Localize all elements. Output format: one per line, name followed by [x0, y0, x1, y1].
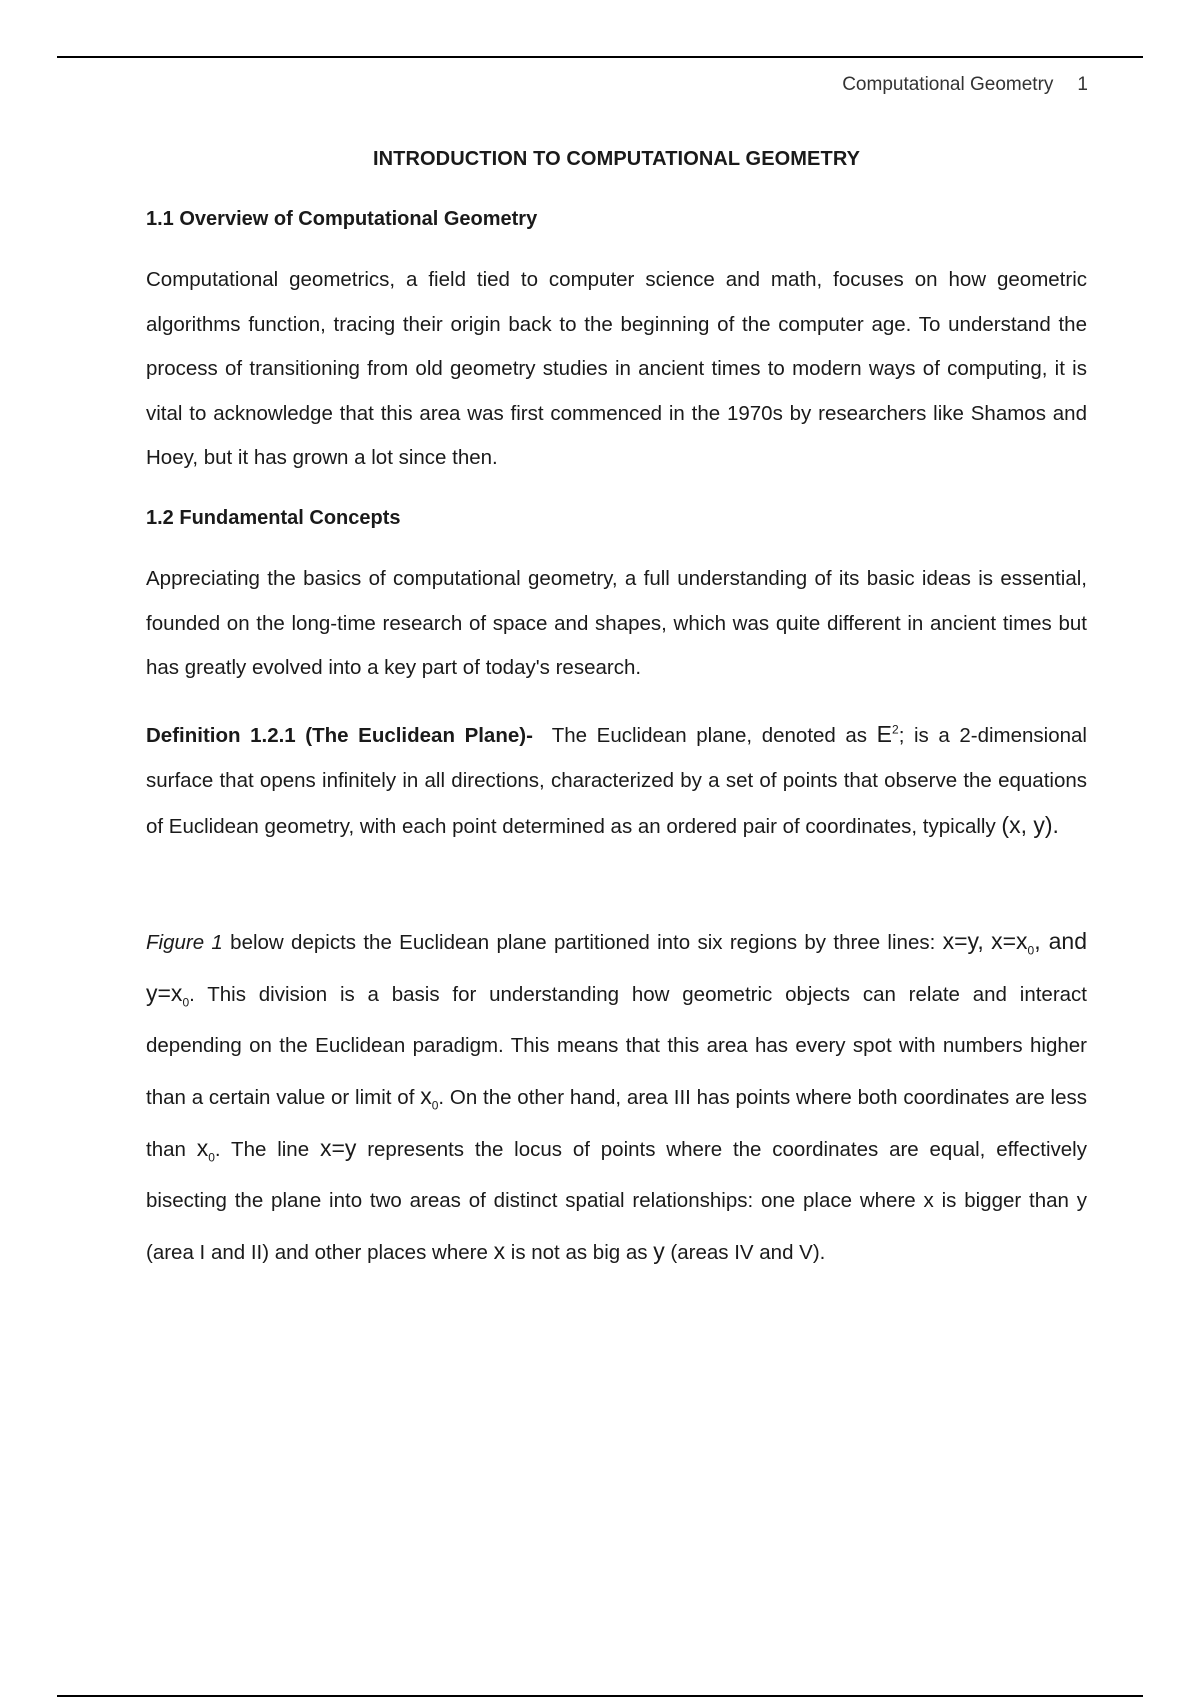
running-title: Computational Geometry — [842, 74, 1054, 95]
header-rule — [57, 56, 1143, 58]
equation-y-eq-x0-sub: 0 — [182, 995, 190, 1010]
document-title: INTRODUCTION TO COMPUTATIONAL GEOMETRY — [372, 148, 861, 170]
coordinate-pair: (x, y). — [1001, 812, 1059, 838]
figure-text-6: is not as big as — [505, 1241, 654, 1264]
euclidean-symbol — [877, 721, 899, 747]
limit-x0-b-sub: 0 — [208, 1150, 215, 1165]
figure-paragraph — [146, 916, 1087, 1278]
figure-text-5: represents the locus of points where the coordinates are equal, effectively bisecting the plane into two areas of distinct spatial relationships: one place where x is bigger than y (area I and II) and other places where — [146, 1138, 1087, 1264]
section-heading-1-2: 1.2 Fundamental Concepts — [146, 507, 401, 529]
limit-x0-a — [420, 1083, 439, 1113]
symbol-base: E — [876, 721, 892, 747]
figure-reference: Figure 1 — [146, 931, 223, 954]
limit-x0-b-base: x — [196, 1135, 209, 1161]
symbol-superscript: 2 — [892, 722, 899, 737]
equation-x-eq-y: x=y, — [942, 928, 984, 954]
definition-text-b: ; is a 2-dimensional surface that opens infinitely in all directions, characterized by a set of points that observe the equations of Euclidean geometry, with each point determined as an ordered pair of coordinates, typically — [146, 724, 1087, 838]
equation-y-eq-x0-base: y=x — [146, 980, 183, 1006]
definition-label: Definition 1.2.1 (The Euclidean Plane)- — [146, 724, 533, 747]
and-word: , and — [1034, 928, 1087, 954]
section-1-1-paragraph: Computational geometrics, a field tied to computer science and math, focuses on how geometric algorithms function, tracing their origin back to the beginning of the computer age. To understand the process of transitioning from old geometry studies in ancient times to modern ways of computing, it is vital to acknowledge that this area was first commenced in the 1970s by researchers like Shamos and Hoey, but it has grown a lot since then. — [146, 268, 1087, 469]
limit-x0-a-base: x — [420, 1083, 432, 1109]
section-heading-1-1: 1.1 Overview of Computational Geometry — [146, 208, 538, 230]
definition-paragraph — [146, 712, 1087, 850]
figure-text-4: . The line — [214, 1138, 320, 1161]
equation-y-eq-x0 — [146, 980, 190, 1010]
limit-x0-b — [196, 1135, 215, 1165]
equation-x-eq-x0 — [991, 928, 1035, 958]
equation-x-eq-x0-sub: 0 — [1027, 943, 1035, 958]
figure-text-3: . On the other hand, area III has points where both coordinates are less than — [146, 1086, 1087, 1161]
limit-x0-a-sub: 0 — [431, 1098, 439, 1113]
variable-x: x — [493, 1238, 506, 1264]
figure-text-7: (areas IV and V). — [664, 1241, 826, 1264]
variable-y: y — [653, 1238, 665, 1264]
running-header — [842, 74, 1088, 96]
equation-x-eq-x0-base: x=x — [991, 928, 1028, 954]
figure-text-1: below depicts the Euclidean plane partitioned into six regions by three lines: — [222, 931, 943, 954]
page-number: 1 — [1077, 74, 1088, 95]
equation-x-eq-y-line: x=y — [319, 1135, 357, 1161]
section-1-2-paragraph: Appreciating the basics of computational geometry, a full understanding of its basic ideas is essential, founded on the long-time research of space and shapes, which was quite different in ancient times but has greatly evolved into a key part of today's research. — [146, 567, 1087, 679]
definition-text-a: The Euclidean plane, denoted as — [551, 724, 868, 747]
footer-rule — [57, 1695, 1143, 1697]
figure-text-2: . This division is a basis for understanding how geometric objects can relate and interact depending on the Euclidean paradigm. This means that this area has every spot with numbers higher than a certain value or limit of — [146, 983, 1087, 1109]
